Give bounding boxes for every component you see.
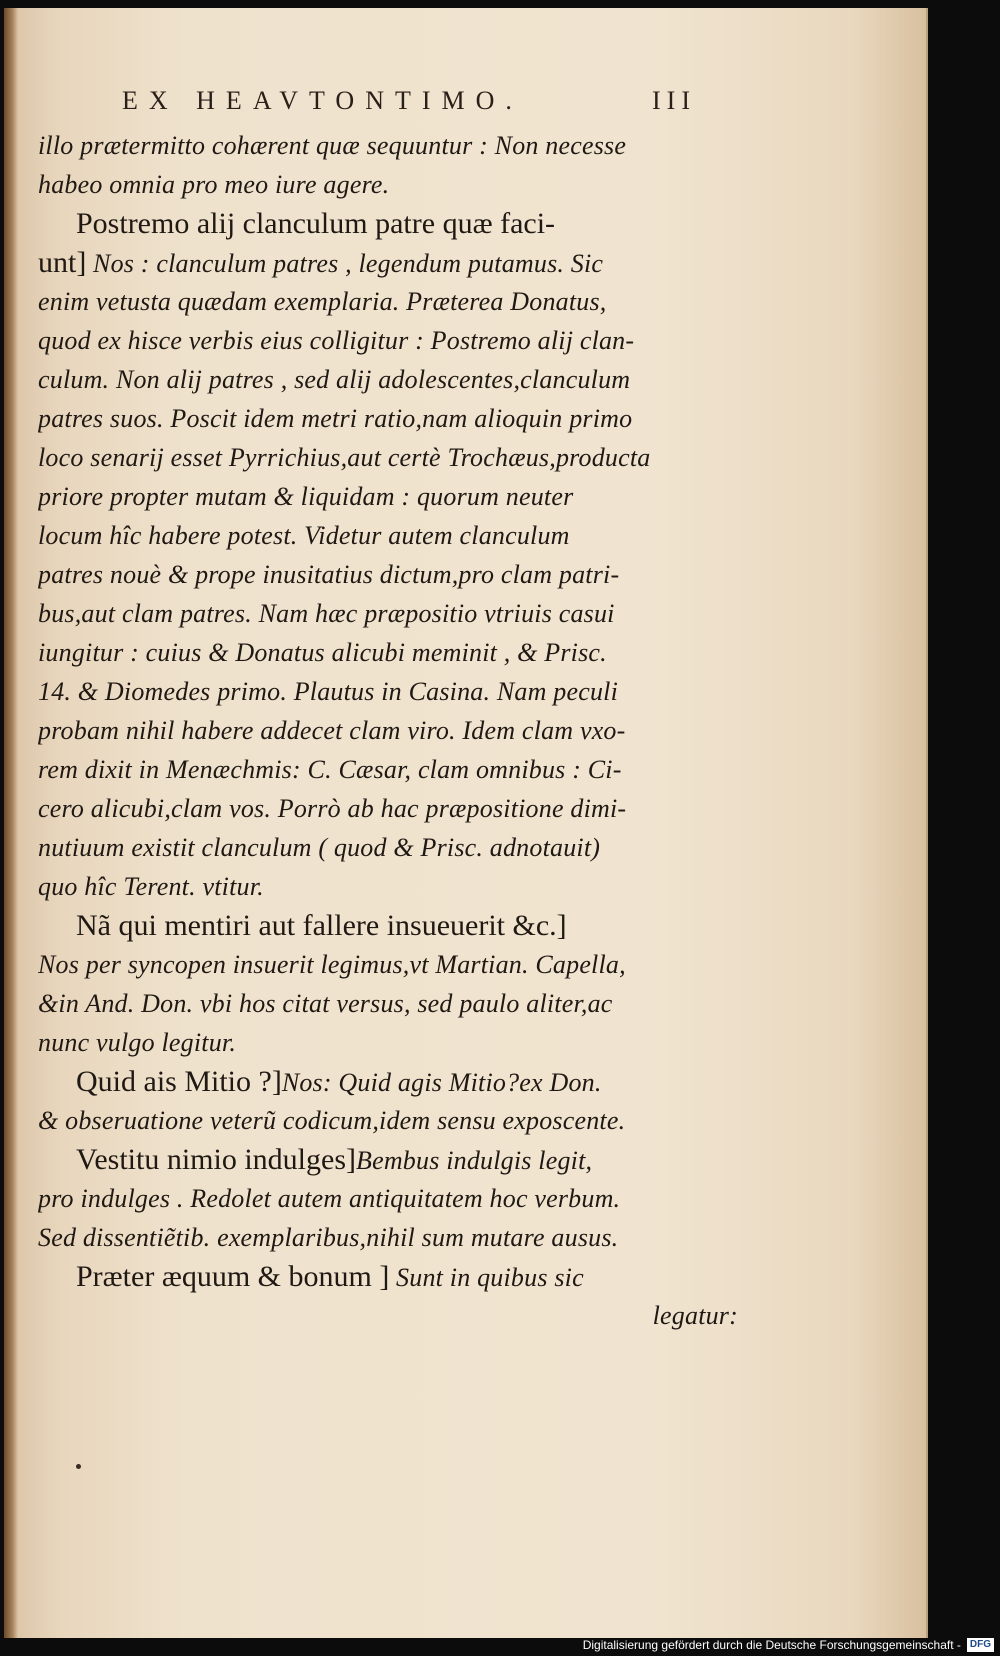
text-line xyxy=(38,1062,738,1101)
page-gutter-edge xyxy=(4,8,18,1638)
commentary-text: priore propter mutam & liquidam : quorum neuter xyxy=(38,482,574,511)
text-line xyxy=(38,633,738,672)
ink-speck xyxy=(76,1464,81,1469)
text-line xyxy=(38,165,738,204)
page-number: III xyxy=(652,86,696,115)
commentary-text: habeo omnia pro meo iure agere. xyxy=(38,170,390,199)
text-line xyxy=(38,477,738,516)
text-line xyxy=(38,438,738,477)
text-line xyxy=(38,1179,738,1218)
text-line xyxy=(38,1023,738,1062)
book-page xyxy=(4,8,928,1638)
text-line xyxy=(38,516,738,555)
commentary-text: pro indulges . Redolet autem antiquitatem hoc verbum. xyxy=(38,1184,621,1213)
text-line xyxy=(38,1140,738,1179)
commentary-text: rem dixit in Menæchmis: C. Cæsar, clam omnibus : Ci- xyxy=(38,755,622,784)
text-line xyxy=(38,711,738,750)
commentary-text: illo prætermitto cohærent quæ sequuntur : Non necesse xyxy=(38,131,627,160)
commentary-text: quo hîc Terent. vtitur. xyxy=(38,872,264,901)
digitization-credit xyxy=(583,1636,994,1654)
text-line xyxy=(38,360,738,399)
text-line xyxy=(38,1257,738,1296)
commentary-text: cero alicubi,clam vos. Porrò ab hac præpositione dimi- xyxy=(38,794,627,823)
text-line xyxy=(38,1101,738,1140)
lemma-text: Vestitu nimio indulges] xyxy=(76,1143,356,1176)
commentary-text: Nos: Quid agis Mitio?ex Don. xyxy=(281,1068,602,1097)
lemma-text: Postremo alij clanculum patre quæ faci- xyxy=(76,207,556,240)
commentary-text: legatur: xyxy=(652,1301,738,1330)
commentary-text: &in And. Don. vbi hos citat versus, sed paulo aliter,ac xyxy=(38,989,613,1018)
text-line xyxy=(38,828,738,867)
running-header: EX HEAVTONTIMO. xyxy=(122,86,523,115)
text-line xyxy=(38,126,738,165)
text-line xyxy=(38,1218,738,1257)
text-line xyxy=(38,984,738,1023)
lemma-text: Præter æquum & bonum ] xyxy=(76,1260,390,1293)
text-line xyxy=(38,906,738,945)
text-line xyxy=(38,555,738,594)
text-line xyxy=(38,594,738,633)
text-line xyxy=(38,1296,738,1335)
commentary-text: Sunt in quibus sic xyxy=(389,1263,584,1292)
commentary-text: probam nihil habere addecet clam viro. Idem clam vxo- xyxy=(38,716,626,745)
text-line xyxy=(38,945,738,984)
commentary-text: locum hîc habere potest. Videtur autem clanculum xyxy=(38,521,570,550)
commentary-text: bus,aut clam patres. Nam hæc præpositio vtriuis casui xyxy=(38,599,615,628)
credit-text: Digitalisierung gefördert durch die Deutsche Forschungsgemeinschaft - xyxy=(582,1638,961,1652)
text-line xyxy=(38,243,738,282)
commentary-text: iungitur : cuius & Donatus alicubi meminit , & Prisc. xyxy=(38,638,607,667)
commentary-text: enim vetusta quædam exemplaria. Præterea Donatus, xyxy=(38,287,607,316)
dfg-logo: DFG xyxy=(967,1638,994,1652)
commentary-text: Nos : clanculum patres , legendum putamus. Sic xyxy=(86,249,604,278)
commentary-text: quod ex hisce verbis eius colligitur : Postremo alij clan- xyxy=(38,326,635,355)
lemma-text: Nã qui mentiri aut fallere insueuerit &c.] xyxy=(76,909,567,942)
commentary-text: patres suos. Poscit idem metri ratio,nam alioquin primo xyxy=(38,404,633,433)
text-line xyxy=(38,321,738,360)
commentary-text: & obseruatione veterũ codicum,idem sensu exposcente. xyxy=(38,1106,626,1135)
commentary-text: Bembus indulgis legit, xyxy=(356,1146,593,1175)
text-line xyxy=(38,282,738,321)
commentary-text: 14. & Diomedes primo. Plautus in Casina. Nam peculi xyxy=(38,677,619,706)
lemma-text: unt] xyxy=(38,246,87,279)
commentary-text: nutiuum existit clanculum ( quod & Prisc. adnotauit) xyxy=(38,833,601,862)
commentary-text: culum. Non alij patres , sed alij adolescentes,clanculum xyxy=(38,365,631,394)
commentary-text: loco senarij esset Pyrrichius,aut certè Trochæus,producta xyxy=(38,443,651,472)
commentary-text: Nos per syncopen insuerit legimus,vt Martian. Capella, xyxy=(38,950,626,979)
text-line xyxy=(38,750,738,789)
text-line xyxy=(38,672,738,711)
text-line xyxy=(38,789,738,828)
text-line xyxy=(38,204,738,243)
body-text xyxy=(38,126,738,1335)
commentary-text: patres nouè & prope inusitatius dictum,pro clam patri- xyxy=(38,560,620,589)
lemma-text: Quid ais Mitio ?] xyxy=(76,1065,282,1098)
text-line xyxy=(38,867,738,906)
commentary-text: Sed dissentiẽtib. exemplaribus,nihil sum mutare ausus. xyxy=(38,1223,619,1252)
text-line xyxy=(38,399,738,438)
commentary-text: nunc vulgo legitur. xyxy=(38,1028,237,1057)
